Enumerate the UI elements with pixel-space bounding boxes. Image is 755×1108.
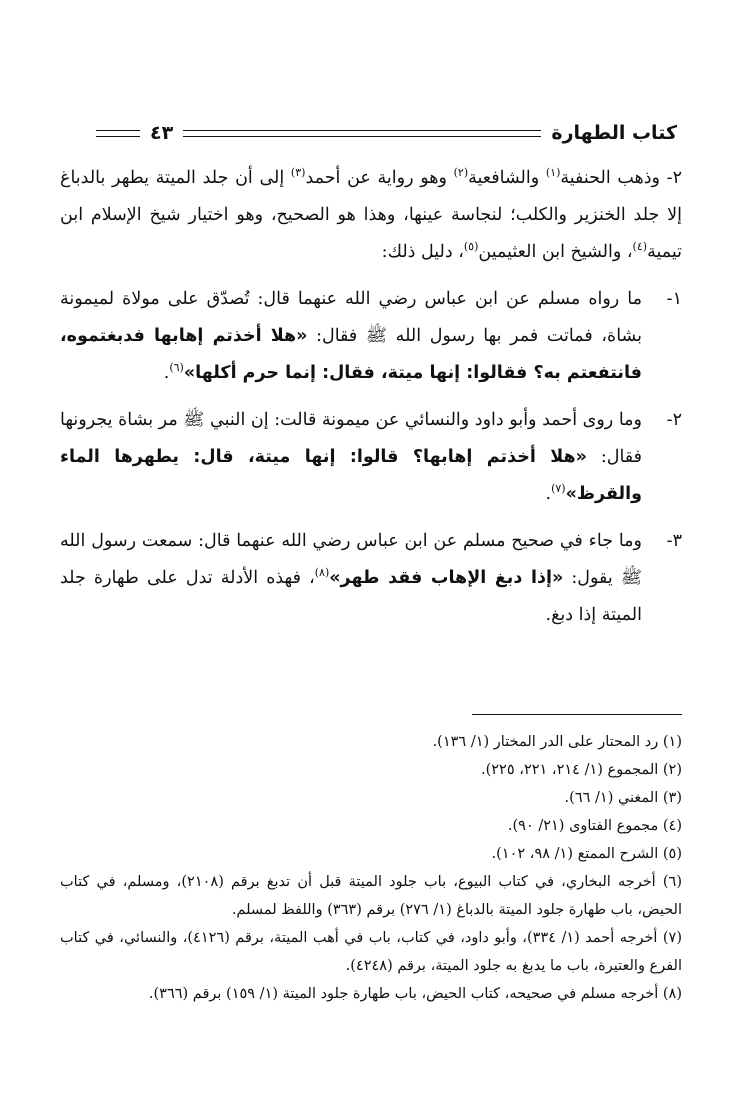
footnote: (٥) الشرح الممتع (١/ ٩٨، ١٠٢). <box>491 846 682 862</box>
item-number: ٢- <box>666 410 682 430</box>
evidence-item-2 <box>60 402 682 513</box>
hadith-quote: «إذا دبغ الإهاب فقد طهر» <box>329 568 564 588</box>
footnote-separator <box>472 714 682 715</box>
running-header <box>96 116 677 150</box>
header-rule-short <box>96 130 140 137</box>
footnote-ref: (٤) <box>632 240 648 254</box>
item-number: ٣- <box>666 531 682 551</box>
hadith-quote: «هلا أخذتم إهابها فدبغتموه، فانتفعتم به؟ فقالوا: إنها ميتة، فقال: إنما حرم أكلها» <box>60 326 642 383</box>
page-number: ٤٣ <box>150 122 174 144</box>
footnote-ref: (١) <box>545 166 561 180</box>
footnote-ref: (٦) <box>169 361 184 375</box>
footnote: (٣) المغني (١/ ٦٦). <box>564 790 682 806</box>
chapter-title: كتاب الطهارة <box>551 122 677 144</box>
footnote: (٧) أخرجه أحمد (١/ ٣٣٤)، وأبو داود، في كتاب، باب في أهب الميتة، برقم (٤١٢٦)، والنسائي، في كتاب الفرع والعتيرة، باب ما يدبغ به جلود الميتة، برقم (٤٢٤٨). <box>60 930 683 974</box>
opening-paragraph: ٢- وذهب الحنفية$^{(١)}$ والشافعية$^{(٢)}$ وهو رواية عن أحمد$^{(٣)}$ إلى أن جلد الميتة يطهر بالدباغ إلا جلد الخنزير والكلب؛ لنجاسة عينها، وهذا هو الصحيح، وهو اختيار شيخ الإسلام ابن تيمية$^{(٤)}$، والشيخ ابن العثيمين$^{(٥)}$، دليل ذلك: <box>60 166 683 262</box>
item-text: وما جاء في صحيح مسلم عن ابن عباس رضي الله عنهما قال: سمعت رسول الله ﷺ يقول: «إذا دبغ الإهاب فقد طهر»$^{(٨)}$، فهذه الأدلة تدل على طهارة جلد الميتة إذا دبغ. <box>60 531 642 625</box>
footnotes <box>60 728 682 1008</box>
footnote-ref: (٢) <box>453 166 469 180</box>
evidence-item-3 <box>60 523 682 634</box>
footnote-ref: (٣) <box>290 166 306 180</box>
evidence-item-1 <box>60 281 682 392</box>
footnote-ref: (٨) <box>314 566 330 580</box>
hadith-quote: «هلا أخذتم إهابها؟ قالوا: إنها ميتة، قال: يطهرها الماء والقرظ» <box>60 447 642 504</box>
footnote-ref: (٧) <box>551 482 566 496</box>
item-number: ١- <box>666 289 682 309</box>
footnote: (١) رد المحتار على الدر المختار (١/ ١٣٦). <box>432 734 682 750</box>
footnote: (٨) أخرجه مسلم في صحيحه، كتاب الحيض، باب طهارة جلود الميتة (١/ ١٥٩) برقم (٣٦٦). <box>148 986 682 1002</box>
footnote: (٤) مجموع الفتاوى (٢١/ ٩٠). <box>507 818 682 834</box>
footnote: (٢) المجموع (١/ ٢١٤، ٢٢١، ٢٢٥). <box>480 762 682 778</box>
footnote: (٦) أخرجه البخاري، في كتاب البيوع، باب جلود الميتة قبل أن تدبغ برقم (٢١٠٨)، ومسلم، في كتاب الحيض، باب طهارة جلود الميتة بالدباغ (١/ ٢٧٦) برقم (٣٦٣) واللفظ لمسلم. <box>60 874 682 918</box>
main-text <box>60 160 682 634</box>
item-text: ما رواه مسلم عن ابن عباس رضي الله عنهما قال: تُصدّق على مولاة لميمونة بشاة، فماتت فمر بها رسول الله ﷺ فقال: «هلا أخذتم إهابها فدبغتموه، فانتفعتم به؟ فقالوا: إنها ميتة، فقال: إنما حرم أكلها»$^{(٦)}$. <box>60 289 643 383</box>
item-text: وما روى أحمد وأبو داود والنسائي عن ميمونة قالت: إن النبي ﷺ مر بشاة يجرونها فقال: «هلا أخذتم إهابها؟ قالوا: إنها ميتة، قال: يطهرها الماء والقرظ»$^{(٧)}$. <box>60 410 643 504</box>
footnote-ref: (٥) <box>463 240 479 254</box>
header-rule <box>183 130 541 137</box>
